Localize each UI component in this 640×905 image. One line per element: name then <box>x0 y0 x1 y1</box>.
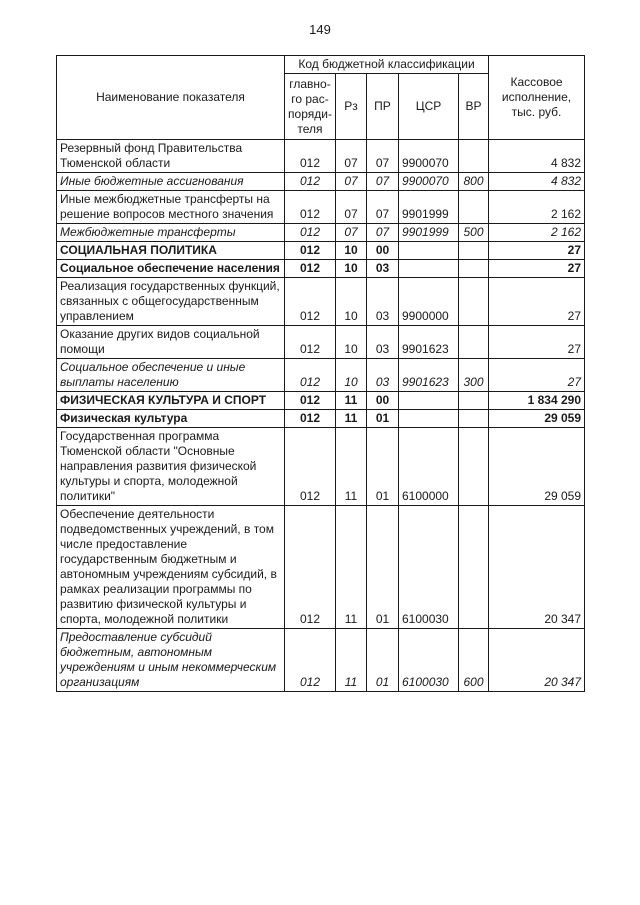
row-name: Межбюджетные трансферты <box>57 224 285 242</box>
row-section-code: 11 <box>336 506 367 629</box>
row-chief-administrator-code: 012 <box>285 359 336 392</box>
row-subsection-code: 00 <box>367 392 399 410</box>
row-expense-type-code: 600 <box>459 629 489 692</box>
row-amount: 2 162 <box>489 191 585 224</box>
row-target-article-code <box>399 242 459 260</box>
row-target-article-code: 9901999 <box>399 224 459 242</box>
row-expense-type-code: 300 <box>459 359 489 392</box>
row-target-article-code: 9900070 <box>399 140 459 173</box>
table-row <box>57 506 585 629</box>
row-section-code: 07 <box>336 140 367 173</box>
table-row <box>57 359 585 392</box>
row-target-article-code: 9901623 <box>399 359 459 392</box>
row-subsection-code: 07 <box>367 224 399 242</box>
header-cash-execution: Кассовое исполнение, тыс. руб. <box>489 56 585 140</box>
row-section-code: 10 <box>336 242 367 260</box>
row-amount: 27 <box>489 359 585 392</box>
row-expense-type-code <box>459 392 489 410</box>
row-chief-administrator-code: 012 <box>285 191 336 224</box>
row-amount: 4 832 <box>489 140 585 173</box>
row-section-code: 07 <box>336 224 367 242</box>
row-chief-administrator-code: 012 <box>285 260 336 278</box>
row-amount: 2 162 <box>489 224 585 242</box>
row-amount: 29 059 <box>489 410 585 428</box>
row-amount: 27 <box>489 326 585 359</box>
row-target-article-code <box>399 260 459 278</box>
table-row <box>57 140 585 173</box>
row-chief-administrator-code: 012 <box>285 242 336 260</box>
row-name: Иные межбюджетные трансферты на решение вопросов местного значения <box>57 191 285 224</box>
table-row <box>57 260 585 278</box>
row-subsection-code: 07 <box>367 191 399 224</box>
row-chief-administrator-code: 012 <box>285 326 336 359</box>
row-amount: 4 832 <box>489 173 585 191</box>
row-chief-administrator-code: 012 <box>285 278 336 326</box>
row-subsection-code: 01 <box>367 506 399 629</box>
row-section-code: 10 <box>336 326 367 359</box>
row-subsection-code: 03 <box>367 260 399 278</box>
row-name: Социальное обеспечение и иные выплаты населению <box>57 359 285 392</box>
row-subsection-code: 03 <box>367 359 399 392</box>
header-indicator-name: Наименование показателя <box>57 56 285 140</box>
row-section-code: 10 <box>336 359 367 392</box>
header-budget-classification-code: Код бюджетной классификации <box>285 56 489 74</box>
table-row <box>57 326 585 359</box>
table-row <box>57 428 585 506</box>
row-name: ФИЗИЧЕСКАЯ КУЛЬТУРА И СПОРТ <box>57 392 285 410</box>
row-expense-type-code <box>459 326 489 359</box>
row-amount: 27 <box>489 260 585 278</box>
table-row <box>57 224 585 242</box>
row-chief-administrator-code: 012 <box>285 173 336 191</box>
row-subsection-code: 00 <box>367 242 399 260</box>
header-target-article: ЦСР <box>399 74 459 140</box>
row-expense-type-code: 800 <box>459 173 489 191</box>
row-amount: 27 <box>489 242 585 260</box>
row-amount: 20 347 <box>489 506 585 629</box>
row-expense-type-code: 500 <box>459 224 489 242</box>
row-name: СОЦИАЛЬНАЯ ПОЛИТИКА <box>57 242 285 260</box>
page-number: 149 <box>309 22 331 37</box>
row-chief-administrator-code: 012 <box>285 428 336 506</box>
row-target-article-code: 9900070 <box>399 173 459 191</box>
table-row <box>57 173 585 191</box>
row-section-code: 07 <box>336 191 367 224</box>
row-target-article-code: 6100000 <box>399 428 459 506</box>
header-expense-type: ВР <box>459 74 489 140</box>
row-section-code: 11 <box>336 392 367 410</box>
row-chief-administrator-code: 012 <box>285 506 336 629</box>
row-target-article-code <box>399 392 459 410</box>
table-row <box>57 278 585 326</box>
row-expense-type-code <box>459 140 489 173</box>
row-expense-type-code <box>459 242 489 260</box>
row-expense-type-code <box>459 191 489 224</box>
budget-execution-table <box>56 55 585 692</box>
table-body <box>57 140 585 692</box>
table-row <box>57 191 585 224</box>
row-target-article-code <box>399 410 459 428</box>
row-target-article-code: 9900000 <box>399 278 459 326</box>
row-expense-type-code <box>459 260 489 278</box>
row-chief-administrator-code: 012 <box>285 224 336 242</box>
header-subsection: ПР <box>367 74 399 140</box>
row-subsection-code: 03 <box>367 326 399 359</box>
row-subsection-code: 01 <box>367 410 399 428</box>
row-subsection-code: 03 <box>367 278 399 326</box>
row-target-article-code: 6100030 <box>399 506 459 629</box>
row-target-article-code: 6100030 <box>399 629 459 692</box>
row-name: Иные бюджетные ассигнования <box>57 173 285 191</box>
row-target-article-code: 9901623 <box>399 326 459 359</box>
row-name: Социальное обеспечение населения <box>57 260 285 278</box>
row-name: Обеспечение деятельности подведомственных учреждений, в том числе предоставление государственным бюджетным и автономным учреждениям субсидий, в рамках реализации программы по развитию физической культуры и спорта, молодежной политики <box>57 506 285 629</box>
row-chief-administrator-code: 012 <box>285 629 336 692</box>
row-name: Оказание других видов социальной помощи <box>57 326 285 359</box>
row-subsection-code: 07 <box>367 140 399 173</box>
table-row <box>57 410 585 428</box>
row-chief-administrator-code: 012 <box>285 392 336 410</box>
table-row <box>57 242 585 260</box>
row-chief-administrator-code: 012 <box>285 140 336 173</box>
row-amount: 27 <box>489 278 585 326</box>
row-name: Государственная программа Тюменской области "Основные направления развития физической культуры и спорта, молодежной политики" <box>57 428 285 506</box>
row-section-code: 10 <box>336 260 367 278</box>
row-subsection-code: 01 <box>367 428 399 506</box>
row-amount: 29 059 <box>489 428 585 506</box>
row-amount: 20 347 <box>489 629 585 692</box>
row-name: Реализация государственных функций, связанных с общегосударственным управлением <box>57 278 285 326</box>
row-subsection-code: 07 <box>367 173 399 191</box>
row-name: Физическая культура <box>57 410 285 428</box>
table-row <box>57 392 585 410</box>
row-expense-type-code <box>459 278 489 326</box>
row-section-code: 11 <box>336 410 367 428</box>
row-name: Резервный фонд Правительства Тюменской области <box>57 140 285 173</box>
table-row <box>57 629 585 692</box>
row-subsection-code: 01 <box>367 629 399 692</box>
row-section-code: 10 <box>336 278 367 326</box>
row-expense-type-code <box>459 410 489 428</box>
row-amount: 1 834 290 <box>489 392 585 410</box>
row-section-code: 11 <box>336 629 367 692</box>
row-chief-administrator-code: 012 <box>285 410 336 428</box>
row-target-article-code: 9901999 <box>399 191 459 224</box>
row-section-code: 11 <box>336 428 367 506</box>
row-expense-type-code <box>459 428 489 506</box>
header-chief-administrator: главно-го рас-поряди-теля <box>285 74 336 140</box>
row-expense-type-code <box>459 506 489 629</box>
row-name: Предоставление субсидий бюджетным, автономным учреждениям и иным некоммерческим организациям <box>57 629 285 692</box>
row-section-code: 07 <box>336 173 367 191</box>
header-section: Рз <box>336 74 367 140</box>
